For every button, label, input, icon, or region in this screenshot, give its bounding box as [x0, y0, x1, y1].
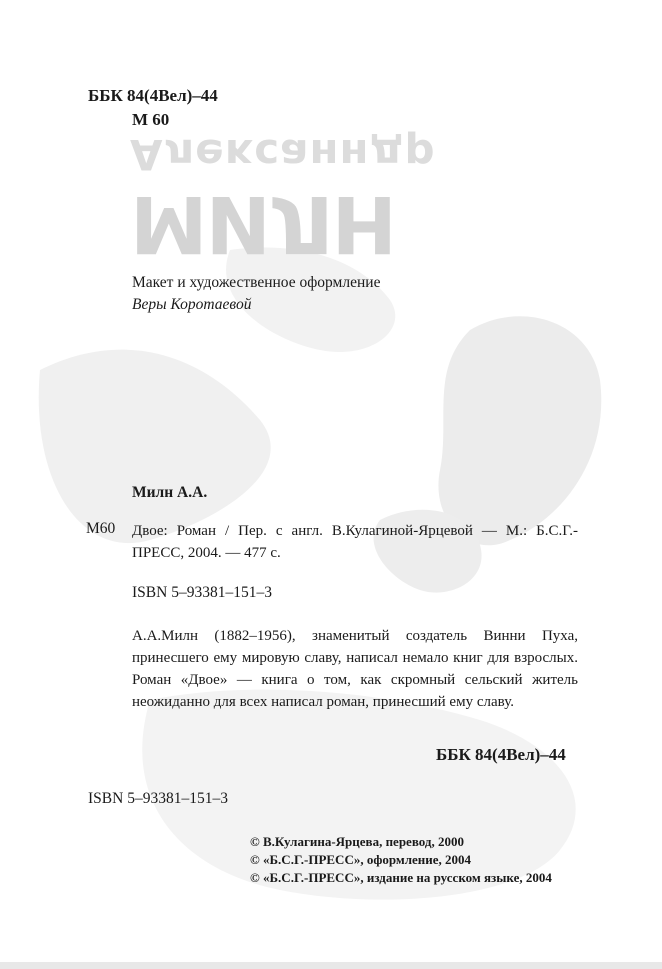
- annotation-text: А.А.Милн (1882–1956), знаменитый создатель Винни Пуха, принесшего ему мировую славу, написал немало книг для взрослых. Роман «Двое» — книга о том, как скромный сельский житель неожиданно для всех написал роман, принесший ему славу.: [132, 628, 578, 710]
- background-title-art: [130, 130, 480, 270]
- bib-author-mark: М60: [86, 520, 116, 537]
- bbk-code-top: ББК 84(4Вел)–44: [88, 86, 218, 105]
- author-mark-top: М 60: [132, 110, 170, 129]
- design-credit-line2: Веры Коротаевой: [132, 296, 252, 313]
- isbn-outer: ISBN 5–93381–151–3: [88, 790, 228, 807]
- design-credit-line1: Макет и художественное оформление: [132, 274, 381, 291]
- background-title-line1: Алексанндр: [130, 130, 436, 179]
- copyright-line: © «Б.С.Г.-ПРЕСС», издание на русском языке, 2004: [250, 870, 552, 885]
- copyright-line: © В.Кулагина-Ярцева, перевод, 2000: [250, 834, 464, 849]
- isbn-inner: ISBN 5–93381–151–3: [132, 584, 272, 601]
- background-title-line2: МИЛН: [130, 178, 395, 268]
- bibliographic-description: Двое: Роман / Пер. с англ. В.Кулагиной-Ярцевой — М.: Б.С.Г.-ПРЕСС, 2004. — 477 с.: [132, 523, 578, 561]
- page-bottom-edge: [0, 962, 662, 969]
- copyright-line: © «Б.С.Г.-ПРЕСС», оформление, 2004: [250, 852, 472, 867]
- author-heading: Милн А.А.: [132, 484, 208, 501]
- bbk-code-right: ББК 84(4Вел)–44: [436, 745, 566, 764]
